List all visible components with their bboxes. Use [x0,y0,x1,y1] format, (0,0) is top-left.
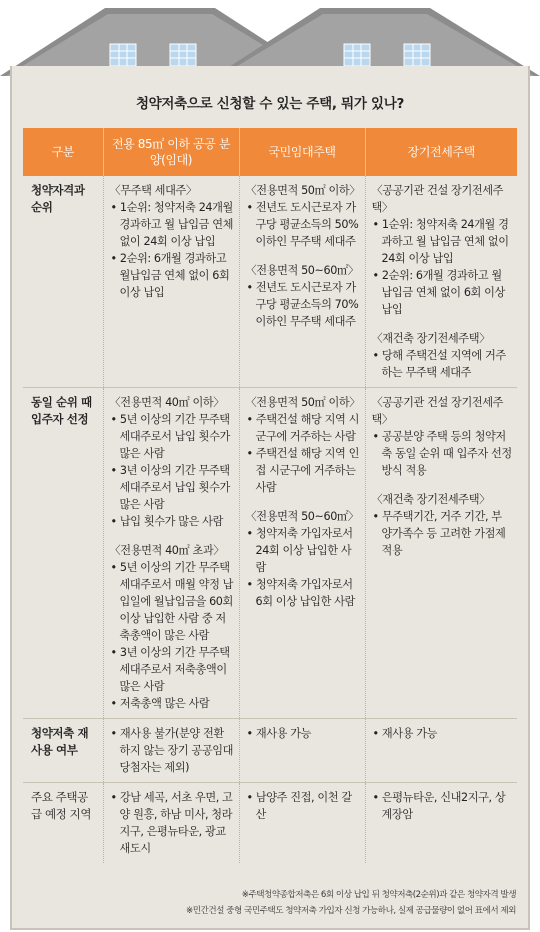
footnote: ※민간건설 중형 국민주택도 청약저축 가입자 신청 가능하나, 실제 공급물량이 없어 표에서 제외 [186,906,516,916]
bullet-item: • 재사용 가능 [372,727,438,740]
header-public-sale: 전용 85㎡ 이하 공공 분양(임대) [103,128,239,176]
bullet-item: • 은평뉴타운, 신내2지구, 상계장암 [372,791,506,821]
bullet-item: • 1순위: 청약저축 24개월 경과하고 월 납입금 연체 없이 24회 이상 납입 [110,201,234,248]
bullet-item: • 2순위: 6개월 경과하고 월 납입금 연체 없이 6회 이상 납입 [372,269,505,316]
page-title: 청약저축으로 신청할 수 있는 주택, 뭐가 있나? [135,96,405,112]
row-category: 청약자격과 순위 [23,176,103,388]
table-cell [239,176,365,388]
table-cell [239,783,365,864]
header-long-term-jeonse: 장기전세주택 [365,128,517,176]
bullet-item: • 주택건설 해당 지역 시군구에 거주하는 사람 [246,413,359,443]
row-category: 주요 주택공급 예정 지역 [23,783,103,864]
bullet-item: • 공공분양 주택 등의 청약저축 동일 순위 때 입주자 선정방식 적용 [372,430,512,477]
table-row [23,176,517,388]
bullet-item: • 2순위: 6개월 경과하고 월납입금 연체 없이 6회 이상 납입 [110,252,230,299]
bullet-item: • 3년 이상의 기간 무주택 세대주로서 저축총액이 많은 사람 [110,646,230,693]
table-cell [103,388,239,719]
group-title: 〈전용면적 40㎡ 초과〉 [109,544,225,557]
group-title: 〈전용면적 50㎡ 이하〉 [245,184,361,197]
table-cell [365,783,517,864]
bullet-item: • 전년도 도시근로자 가구당 평균소득의 70% 이하인 무주택 세대주 [246,281,359,328]
bullet-item: • 주택건설 해당 지역 인접 시군구에 거주하는 사람 [246,447,359,494]
row-category: 동일 순위 때 입주자 선정 [23,388,103,719]
window-icon [110,44,136,66]
bullet-item: • 납입 횟수가 많은 사람 [110,515,223,528]
group-title: 〈전용면적 50~60㎡〉 [245,510,359,523]
table-cell [239,388,365,719]
group-title: 〈재건축 장기전세주택〉 [371,332,490,345]
bullet-item: • 무주택기간, 거주 기간, 부양가족수 등 고려한 가점제 적용 [372,510,506,557]
bullet-item: • 3년 이상의 기간 무주택 세대주로서 납입 횟수가 많은 사람 [110,464,230,511]
table-row [23,719,517,783]
comparison-table [23,128,517,863]
bullet-item: • 남양주 진접, 이천 갈산 [246,791,352,821]
footnote: ※주택청약종합저축은 6회 이상 납입 뒤 청약저축(2순위)과 같은 청약자격 발생 [241,890,516,900]
table-cell [103,783,239,864]
group-title: 〈전용면적 50㎡ 이하〉 [245,396,361,409]
window-icon [170,44,196,66]
header-category: 구분 [23,128,103,176]
bullet-item: • 1순위: 청약저축 24개월 경과하고 월 납입금 연체 없이 24회 이상 납입 [372,218,509,265]
group-title: 〈전용면적 40㎡ 이하〉 [109,396,225,409]
bullet-item: • 전년도 도시근로자 가구당 평균소득의 50% 이하인 무주택 세대주 [246,201,359,248]
bullet-item: • 저축총액 많은 사람 [110,697,210,710]
bullet-item: • 청약저축 가입자로서 6회 이상 납입한 사람 [246,578,355,608]
window-icon [344,44,370,66]
table-header-row [23,128,517,176]
table-row [23,388,517,719]
table-cell [103,176,239,388]
row-category: 청약저축 재사용 여부 [23,719,103,783]
table-cell [103,719,239,783]
table-cell [365,388,517,719]
table-cell [365,719,517,783]
window-icon [404,44,430,66]
bullet-item: • 당해 주택건설 지역에 거주하는 무주택 세대주 [372,349,506,379]
group-title: 〈전용면적 50~60㎡〉 [245,264,359,277]
group-title: 〈재건축 장기전세주택〉 [371,493,490,506]
group-title: 〈공공기관 건설 장기전세주택〉 [371,184,504,214]
bullet-item: • 재사용 가능 [246,727,312,740]
table-cell [365,176,517,388]
table-cell [239,719,365,783]
bullet-item: • 재사용 불가(분양 전환하지 않는 장기 공공임대 당첨자는 제외) [110,727,234,774]
bullet-item: • 5년 이상의 기간 무주택 세대주로서 납입 횟수가 많은 사람 [110,413,230,460]
table-row [23,783,517,864]
group-title: 〈무주택 세대주〉 [109,184,197,197]
group-title: 〈공공기관 건설 장기전세주택〉 [371,396,504,426]
bullet-item: • 5년 이상의 기간 무주택 세대주로서 매월 약정 납입일에 월납입금을 60회 이상 납입한 사람 중 저축총액이 많은 사람 [110,561,234,642]
bullet-item: • 강남 세곡, 서초 우면, 고양 원흥, 하남 미사, 청라지구, 은평뉴타운, 광교새도시 [110,791,233,855]
bullet-item: • 청약저축 가입자로서 24회 이상 납입한 사람 [246,527,353,574]
header-national-rental: 국민임대주택 [239,128,365,176]
